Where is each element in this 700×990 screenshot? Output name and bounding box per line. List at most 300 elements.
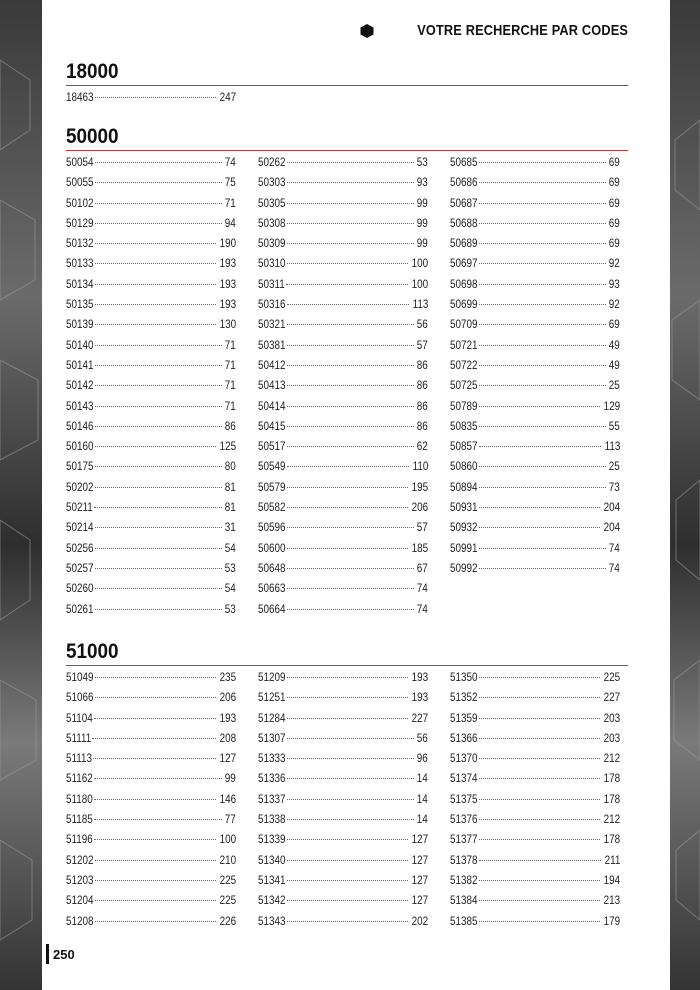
- dot-leader: [287, 777, 414, 779]
- dot-leader: [479, 222, 606, 224]
- index-entry: [450, 401, 620, 421]
- page-number-bar: [46, 944, 49, 964]
- entry-code: 50932: [450, 522, 478, 535]
- entry-code: 50722: [450, 359, 478, 372]
- index-entry: [258, 299, 428, 319]
- index-entry: [258, 380, 428, 400]
- dot-leader: [95, 445, 216, 447]
- entry-code: 50134: [66, 278, 94, 291]
- entry-code: 51049: [66, 672, 94, 684]
- entry-code: 51370: [450, 753, 478, 766]
- dot-leader: [93, 757, 216, 759]
- index-columns: [66, 157, 628, 624]
- dot-leader: [287, 737, 414, 739]
- entry-page: 94: [224, 217, 236, 230]
- dot-leader: [479, 676, 600, 678]
- section-50000: [66, 125, 628, 624]
- entry-code: 50260: [66, 583, 94, 596]
- entry-page: 71: [224, 359, 236, 372]
- page-header: [360, 22, 628, 39]
- entry-code: 50697: [450, 258, 478, 271]
- page: [42, 0, 670, 990]
- index-entry: [450, 916, 620, 936]
- entry-page: 113: [604, 441, 620, 454]
- entry-code: 51374: [450, 773, 478, 786]
- dot-leader: [95, 405, 222, 407]
- index-entry: [66, 258, 236, 278]
- index-entry: [258, 895, 428, 915]
- index-entry: [450, 713, 620, 733]
- entry-page: 71: [224, 197, 236, 210]
- dot-leader: [479, 384, 606, 386]
- entry-page: 193: [219, 278, 236, 291]
- entry-code: 51377: [450, 834, 478, 847]
- index-entry: [66, 340, 236, 360]
- dot-leader: [287, 161, 414, 163]
- entry-page: 99: [416, 217, 428, 230]
- entry-page: 73: [608, 481, 620, 494]
- entry-code: 50303: [258, 177, 286, 190]
- dot-leader: [287, 384, 414, 386]
- entry-code: 50257: [66, 562, 94, 575]
- dot-leader: [287, 717, 408, 719]
- entry-page: 92: [608, 299, 620, 312]
- dot-leader: [287, 364, 414, 366]
- entry-code: 50699: [450, 299, 478, 312]
- dot-leader: [287, 242, 414, 244]
- entry-code: 51337: [258, 793, 286, 806]
- entry-page: 225: [603, 672, 620, 684]
- index-entry: [450, 502, 620, 522]
- entry-page: 204: [603, 522, 620, 535]
- entry-code: 51375: [450, 793, 478, 806]
- entry-code: 51336: [258, 773, 286, 786]
- dot-leader: [287, 344, 414, 346]
- dot-leader: [479, 717, 600, 719]
- left-decorative-border: [0, 0, 42, 990]
- dot-leader: [479, 818, 600, 820]
- index-entry: [66, 198, 236, 218]
- entry-code: 50687: [450, 197, 478, 210]
- dot-leader: [287, 323, 414, 325]
- dot-leader: [92, 737, 215, 739]
- entry-page: 56: [416, 319, 428, 332]
- dot-leader: [94, 506, 222, 508]
- entry-code: 50689: [450, 238, 478, 251]
- dot-leader: [95, 96, 216, 98]
- dot-leader: [479, 323, 606, 325]
- entry-code: 51209: [258, 672, 286, 684]
- entry-code: 50992: [450, 562, 478, 575]
- entry-page: 206: [411, 502, 428, 515]
- index-entry: [66, 92, 236, 112]
- index-entry: [450, 157, 620, 177]
- index-entry: [258, 753, 428, 773]
- dot-leader: [287, 486, 408, 488]
- index-entry: [66, 604, 236, 624]
- entry-code: 51066: [66, 692, 94, 705]
- section-18000: [66, 60, 628, 112]
- index-entry: [450, 319, 620, 339]
- entry-code: 50214: [66, 522, 94, 535]
- entry-code: 50721: [450, 339, 478, 352]
- dot-leader: [479, 161, 606, 163]
- entry-page: 225: [219, 895, 236, 908]
- entry-code: 50140: [66, 339, 94, 352]
- index-entry: [66, 177, 236, 197]
- dot-leader: [479, 283, 606, 285]
- dot-leader: [287, 425, 414, 427]
- entry-code: 50835: [450, 420, 478, 433]
- entry-page: 203: [603, 712, 620, 725]
- entry-page: 69: [608, 197, 620, 210]
- entry-code: 50789: [450, 400, 478, 413]
- index-column: [450, 672, 620, 936]
- entry-code: 51385: [450, 915, 478, 928]
- entry-page: 212: [603, 753, 620, 766]
- entry-code: 50309: [258, 238, 286, 251]
- entry-code: 50698: [450, 278, 478, 291]
- entry-page: 212: [603, 814, 620, 827]
- entry-code: 50857: [450, 441, 478, 454]
- dot-leader: [479, 777, 600, 779]
- entry-code: 51203: [66, 874, 94, 887]
- entry-page: 86: [416, 359, 428, 372]
- dot-leader: [287, 465, 409, 467]
- dot-leader: [95, 364, 222, 366]
- index-entry: [450, 218, 620, 238]
- index-entry: [258, 502, 428, 522]
- dot-leader: [287, 506, 408, 508]
- entry-code: 50143: [66, 400, 94, 413]
- dot-leader: [479, 567, 606, 569]
- entry-code: 50139: [66, 319, 94, 332]
- dot-leader: [94, 717, 216, 719]
- entry-page: 247: [219, 92, 236, 104]
- dot-leader: [287, 920, 408, 922]
- entry-code: 50256: [66, 542, 94, 555]
- dot-leader: [95, 303, 216, 305]
- dot-leader: [95, 425, 222, 427]
- dot-leader: [479, 262, 606, 264]
- entry-page: 86: [416, 400, 428, 413]
- dot-leader: [479, 547, 606, 549]
- dot-leader: [479, 465, 606, 467]
- index-entry: [258, 258, 428, 278]
- index-entry: [258, 916, 428, 936]
- entry-code: 51202: [66, 854, 94, 867]
- dot-leader: [94, 798, 216, 800]
- dot-leader: [479, 303, 606, 305]
- section-divider: [66, 150, 628, 151]
- entry-code: 50415: [258, 420, 286, 433]
- index-entry: [66, 794, 236, 814]
- dot-leader: [287, 547, 408, 549]
- entry-page: 127: [219, 753, 236, 766]
- index-entry: [258, 733, 428, 753]
- entry-page: 100: [411, 258, 428, 271]
- entry-page: 14: [416, 814, 428, 827]
- index-entry: [66, 814, 236, 834]
- entry-code: 50055: [66, 177, 94, 190]
- entry-code: 51340: [258, 854, 286, 867]
- entry-page: 57: [416, 522, 428, 535]
- entry-code: 50262: [258, 157, 286, 169]
- dot-leader: [287, 879, 408, 881]
- entry-page: 99: [416, 197, 428, 210]
- dot-leader: [479, 526, 600, 528]
- dot-leader: [95, 283, 216, 285]
- index-columns: [66, 672, 628, 936]
- index-entry: [66, 563, 236, 583]
- index-entry: [258, 713, 428, 733]
- entry-page: 62: [416, 441, 428, 454]
- entry-code: 51113: [66, 753, 93, 766]
- entry-page: 190: [219, 238, 236, 251]
- entry-page: 56: [416, 732, 428, 745]
- entry-code: 50160: [66, 441, 94, 454]
- dot-leader: [95, 879, 216, 881]
- dot-leader: [287, 798, 414, 800]
- dot-leader: [287, 859, 408, 861]
- entry-page: 193: [219, 299, 236, 312]
- index-entry: [450, 441, 620, 461]
- index-entry: [66, 753, 236, 773]
- index-entry: [450, 563, 620, 583]
- index-entry: [258, 543, 428, 563]
- dot-leader: [479, 364, 606, 366]
- dot-leader: [479, 506, 600, 508]
- dot-leader: [94, 777, 222, 779]
- dot-leader: [479, 920, 600, 922]
- entry-code: 50663: [258, 583, 286, 596]
- entry-page: 86: [416, 420, 428, 433]
- index-entry: [258, 875, 428, 895]
- entry-code: 50709: [450, 319, 478, 332]
- entry-code: 51343: [258, 915, 286, 928]
- dot-leader: [287, 899, 408, 901]
- entry-code: 50142: [66, 380, 94, 393]
- entry-page: 235: [219, 672, 236, 684]
- index-columns: [66, 92, 628, 112]
- index-entry: [450, 522, 620, 542]
- dot-leader: [95, 242, 216, 244]
- entry-code: 51111: [66, 732, 92, 745]
- dot-leader: [479, 737, 600, 739]
- entry-page: 25: [608, 461, 620, 474]
- dot-leader: [287, 676, 408, 678]
- dot-leader: [94, 818, 222, 820]
- entry-code: 50664: [258, 603, 286, 616]
- index-entry: [258, 522, 428, 542]
- index-entry: [450, 279, 620, 299]
- entry-page: 57: [416, 339, 428, 352]
- index-entry: [258, 218, 428, 238]
- dot-leader: [287, 818, 414, 820]
- entry-page: 69: [608, 319, 620, 332]
- dot-leader: [95, 608, 222, 610]
- entry-code: 50305: [258, 197, 286, 210]
- dot-leader: [479, 405, 600, 407]
- entry-page: 178: [603, 793, 620, 806]
- index-entry: [66, 773, 236, 793]
- index-entry: [66, 522, 236, 542]
- entry-page: 202: [411, 915, 428, 928]
- entry-code: 50549: [258, 461, 286, 474]
- index-entry: [258, 177, 428, 197]
- dot-leader: [287, 757, 414, 759]
- entry-page: 129: [603, 400, 620, 413]
- entry-code: 50102: [66, 197, 94, 210]
- entry-page: 74: [224, 157, 236, 169]
- index-entry: [450, 773, 620, 793]
- entry-code: 50261: [66, 603, 94, 616]
- entry-page: 127: [411, 874, 428, 887]
- entry-code: 51341: [258, 874, 286, 887]
- dot-leader: [286, 283, 408, 285]
- entry-page: 193: [411, 672, 428, 684]
- index-entry: [450, 340, 620, 360]
- index-entry: [66, 421, 236, 441]
- dot-leader: [479, 445, 601, 447]
- dot-leader: [479, 242, 606, 244]
- index-column: [258, 157, 428, 624]
- index-entry: [450, 733, 620, 753]
- entry-page: 113: [412, 299, 428, 312]
- entry-code: 51384: [450, 895, 478, 908]
- dot-leader: [95, 920, 216, 922]
- index-entry: [450, 814, 620, 834]
- index-entry: [258, 238, 428, 258]
- dot-leader: [95, 567, 222, 569]
- dot-leader: [287, 445, 414, 447]
- index-entry: [66, 157, 236, 177]
- dot-leader: [287, 567, 414, 569]
- dot-leader: [287, 608, 414, 610]
- entry-code: 50579: [258, 481, 286, 494]
- entry-page: 54: [224, 542, 236, 555]
- entry-page: 74: [608, 562, 620, 575]
- dot-leader: [479, 181, 606, 183]
- dot-leader: [287, 526, 414, 528]
- entry-code: 51338: [258, 814, 286, 827]
- entry-code: 50686: [450, 177, 478, 190]
- entry-page: 69: [608, 157, 620, 169]
- hexagon-pattern: [0, 0, 42, 990]
- entry-code: 50308: [258, 217, 286, 230]
- index-entry: [66, 916, 236, 936]
- entry-code: 50991: [450, 542, 478, 555]
- index-entry: [66, 360, 236, 380]
- index-entry: [258, 401, 428, 421]
- entry-code: 50316: [258, 299, 286, 312]
- index-entry: [66, 583, 236, 603]
- entry-code: 51204: [66, 895, 94, 908]
- index-entry: [450, 177, 620, 197]
- index-entry: [258, 583, 428, 603]
- index-entry: [258, 157, 428, 177]
- dot-leader: [479, 425, 606, 427]
- entry-page: 71: [224, 380, 236, 393]
- section-title: 51000: [66, 640, 119, 663]
- entry-page: 71: [224, 339, 236, 352]
- index-entry: [450, 258, 620, 278]
- entry-page: 53: [416, 157, 428, 169]
- dot-leader: [95, 859, 216, 861]
- index-entry: [450, 794, 620, 814]
- entry-code: 50202: [66, 481, 94, 494]
- entry-code: 51333: [258, 753, 286, 766]
- entry-page: 77: [224, 814, 236, 827]
- index-entry: [66, 482, 236, 502]
- index-entry: [450, 482, 620, 502]
- index-entry: [258, 794, 428, 814]
- dot-leader: [95, 486, 222, 488]
- entry-page: 99: [224, 773, 236, 786]
- index-column: [66, 92, 236, 112]
- entry-page: 211: [604, 854, 620, 867]
- index-entry: [450, 672, 620, 692]
- entry-page: 179: [603, 915, 620, 928]
- entry-code: 51376: [450, 814, 478, 827]
- index-entry: [258, 279, 428, 299]
- entry-page: 14: [416, 793, 428, 806]
- entry-code: 50321: [258, 319, 286, 332]
- entry-code: 50413: [258, 380, 286, 393]
- entry-code: 51180: [66, 793, 93, 806]
- index-entry: [450, 461, 620, 481]
- entry-page: 74: [416, 583, 428, 596]
- entry-code: 50860: [450, 461, 478, 474]
- index-column: [450, 157, 620, 624]
- entry-page: 92: [608, 258, 620, 271]
- index-entry: [450, 380, 620, 400]
- entry-code: 51359: [450, 712, 478, 725]
- dot-leader: [287, 181, 414, 183]
- index-entry: [66, 279, 236, 299]
- entry-page: 193: [411, 692, 428, 705]
- index-entry: [258, 461, 428, 481]
- index-entry: [66, 834, 236, 854]
- entry-code: 51196: [66, 834, 93, 847]
- entry-code: 50931: [450, 502, 478, 515]
- entry-code: 51185: [66, 814, 93, 827]
- entry-code: 50175: [66, 461, 94, 474]
- index-entry: [450, 421, 620, 441]
- dot-leader: [95, 161, 222, 163]
- dot-leader: [95, 696, 216, 698]
- index-entry: [450, 238, 620, 258]
- index-entry: [258, 604, 428, 624]
- index-entry: [66, 380, 236, 400]
- entry-page: 81: [224, 502, 236, 515]
- entry-code: 50141: [66, 359, 94, 372]
- entry-code: 50133: [66, 258, 94, 271]
- index-entry: [66, 461, 236, 481]
- index-entry: [450, 692, 620, 712]
- entry-code: 50054: [66, 157, 94, 169]
- index-entry: [258, 855, 428, 875]
- entry-page: 194: [603, 874, 620, 887]
- section-title: 50000: [66, 125, 119, 148]
- entry-page: 86: [224, 420, 236, 433]
- entry-page: 185: [411, 542, 428, 555]
- entry-page: 226: [219, 915, 236, 928]
- entry-page: 69: [608, 238, 620, 251]
- entry-page: 110: [412, 461, 428, 474]
- dot-leader: [479, 696, 600, 698]
- index-entry: [66, 543, 236, 563]
